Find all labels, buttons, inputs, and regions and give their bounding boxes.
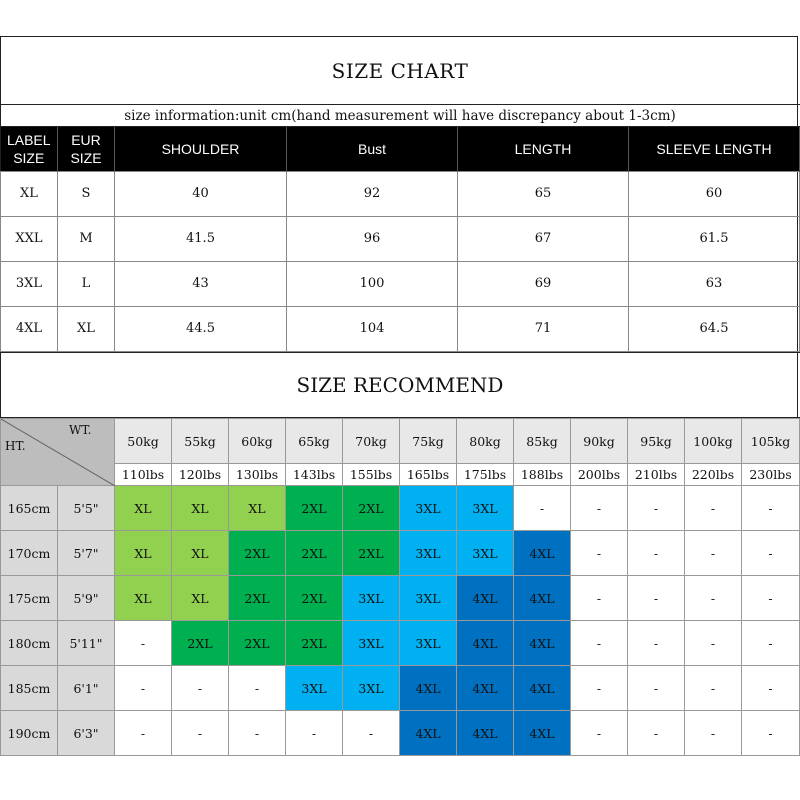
height-row xyxy=(1,711,800,756)
recommended-size-cell: 3XL xyxy=(457,486,514,531)
recommended-size-cell: XL xyxy=(115,531,172,576)
recommended-size-cell: 4XL xyxy=(514,711,571,756)
weight-lbs-cell: 188lbs xyxy=(514,464,571,486)
recommended-size-cell: 4XL xyxy=(400,711,457,756)
weight-kg-row xyxy=(1,419,800,464)
header-bust: Bust xyxy=(287,127,458,171)
recommended-size-cell: - xyxy=(742,531,800,576)
recommended-size-cell: 2XL xyxy=(286,576,343,621)
recommended-size-cell: - xyxy=(742,711,800,756)
size-chart-table xyxy=(0,127,800,352)
size-chart-cell: 44.5 xyxy=(115,306,287,351)
size-chart-header-row xyxy=(1,127,800,171)
size-chart-cell: 64.5 xyxy=(629,306,800,351)
recommended-size-cell: 2XL xyxy=(229,576,286,621)
recommended-size-cell: 4XL xyxy=(514,621,571,666)
height-row xyxy=(1,666,800,711)
recommended-size-cell: 2XL xyxy=(229,621,286,666)
recommended-size-cell: 2XL xyxy=(286,531,343,576)
recommended-size-cell: 3XL xyxy=(400,576,457,621)
size-chart-cell: 43 xyxy=(115,261,287,306)
weight-axis-label: WT. xyxy=(69,423,92,437)
size-chart-cell: 69 xyxy=(458,261,629,306)
size-chart-cell: 60 xyxy=(629,171,800,216)
recommended-size-cell: - xyxy=(685,666,742,711)
weight-kg-cell: 85kg xyxy=(514,419,571,464)
recommended-size-cell: 3XL xyxy=(457,531,514,576)
recommended-size-cell: - xyxy=(628,711,685,756)
height-row xyxy=(1,576,800,621)
recommended-size-cell: 2XL xyxy=(229,531,286,576)
recommended-size-cell: - xyxy=(571,486,628,531)
header-sleeve-length: SLEEVE LENGTH xyxy=(629,127,800,171)
recommended-size-cell: - xyxy=(115,711,172,756)
recommended-size-cell: 3XL xyxy=(343,576,400,621)
recommended-size-cell: - xyxy=(571,666,628,711)
recommended-size-cell: XL xyxy=(115,486,172,531)
size-chart-cell: 104 xyxy=(287,306,458,351)
size-chart-cell: 96 xyxy=(287,216,458,261)
recommended-size-cell: 2XL xyxy=(343,531,400,576)
recommended-size-cell: XL xyxy=(172,486,229,531)
recommended-size-cell: - xyxy=(742,486,800,531)
recommended-size-cell: 2XL xyxy=(172,621,229,666)
weight-kg-cell: 105kg xyxy=(742,419,800,464)
height-row xyxy=(1,621,800,666)
height-cm-cell: 165cm xyxy=(1,486,58,531)
recommended-size-cell: - xyxy=(628,531,685,576)
size-chart-cell: M xyxy=(58,216,115,261)
header-shoulder: SHOULDER xyxy=(115,127,287,171)
recommended-size-cell: 4XL xyxy=(457,621,514,666)
size-chart-row xyxy=(1,171,800,216)
recommended-size-cell: 4XL xyxy=(457,576,514,621)
height-cm-cell: 170cm xyxy=(1,531,58,576)
recommended-size-cell: - xyxy=(685,486,742,531)
weight-kg-cell: 95kg xyxy=(628,419,685,464)
size-recommend-table xyxy=(0,418,800,756)
recommended-size-cell: 2XL xyxy=(343,486,400,531)
recommended-size-cell: 3XL xyxy=(400,486,457,531)
height-ft-cell: 5'11" xyxy=(58,621,115,666)
recommended-size-cell: 2XL xyxy=(286,486,343,531)
recommended-size-cell: - xyxy=(742,621,800,666)
size-chart-row xyxy=(1,216,800,261)
recommended-size-cell: - xyxy=(172,666,229,711)
weight-lbs-cell: 143lbs xyxy=(286,464,343,486)
size-chart-cell: 65 xyxy=(458,171,629,216)
recommended-size-cell: 4XL xyxy=(457,711,514,756)
recommended-size-cell: - xyxy=(229,666,286,711)
recommended-size-cell: 3XL xyxy=(286,666,343,711)
size-chart-cell: L xyxy=(58,261,115,306)
recommended-size-cell: - xyxy=(172,711,229,756)
weight-kg-cell: 75kg xyxy=(400,419,457,464)
recommended-size-cell: - xyxy=(685,576,742,621)
recommended-size-cell: XL xyxy=(172,576,229,621)
recommended-size-cell: 4XL xyxy=(400,666,457,711)
weight-lbs-cell: 155lbs xyxy=(343,464,400,486)
recommended-size-cell: - xyxy=(343,711,400,756)
recommended-size-cell: - xyxy=(286,711,343,756)
height-row xyxy=(1,486,800,531)
recommended-size-cell: 4XL xyxy=(514,531,571,576)
size-chart-cell: 4XL xyxy=(1,306,58,351)
recommended-size-cell: - xyxy=(571,711,628,756)
size-recommend-title: SIZE RECOMMEND xyxy=(0,352,800,418)
recommended-size-cell: - xyxy=(742,666,800,711)
recommended-size-cell: - xyxy=(571,531,628,576)
size-chart-cell: 67 xyxy=(458,216,629,261)
recommended-size-cell: 3XL xyxy=(343,666,400,711)
recommended-size-cell: 3XL xyxy=(343,621,400,666)
size-chart-title: SIZE CHART xyxy=(0,37,800,105)
weight-kg-cell: 60kg xyxy=(229,419,286,464)
recommended-size-cell: 4XL xyxy=(457,666,514,711)
recommended-size-cell: 3XL xyxy=(400,621,457,666)
recommended-size-cell: 4XL xyxy=(514,576,571,621)
header-label-size: LABEL SIZE xyxy=(1,127,58,171)
size-chart-cell: 41.5 xyxy=(115,216,287,261)
weight-lbs-cell: 220lbs xyxy=(685,464,742,486)
recommended-size-cell: XL xyxy=(172,531,229,576)
size-chart-row xyxy=(1,306,800,351)
recommended-size-cell: - xyxy=(628,621,685,666)
height-ft-cell: 6'3" xyxy=(58,711,115,756)
weight-kg-cell: 70kg xyxy=(343,419,400,464)
height-cm-cell: 180cm xyxy=(1,621,58,666)
size-chart-cell: XL xyxy=(58,306,115,351)
recommended-size-cell: - xyxy=(685,711,742,756)
height-cm-cell: 175cm xyxy=(1,576,58,621)
recommended-size-cell: - xyxy=(628,486,685,531)
size-chart-cell: 40 xyxy=(115,171,287,216)
recommended-size-cell: - xyxy=(115,621,172,666)
height-axis-label: HT. xyxy=(5,439,26,453)
weight-kg-cell: 100kg xyxy=(685,419,742,464)
recommended-size-cell: 4XL xyxy=(514,666,571,711)
height-ft-cell: 5'9" xyxy=(58,576,115,621)
size-chart-cell: 3XL xyxy=(1,261,58,306)
size-chart-cell: 71 xyxy=(458,306,629,351)
recommended-size-cell: - xyxy=(115,666,172,711)
size-chart-cell: XXL xyxy=(1,216,58,261)
height-row xyxy=(1,531,800,576)
recommended-size-cell: - xyxy=(514,486,571,531)
weight-kg-cell: 50kg xyxy=(115,419,172,464)
weight-lbs-cell: 230lbs xyxy=(742,464,800,486)
recommended-size-cell: 3XL xyxy=(400,531,457,576)
height-ft-cell: 6'1" xyxy=(58,666,115,711)
recommended-size-cell: - xyxy=(685,621,742,666)
weight-lbs-cell: 210lbs xyxy=(628,464,685,486)
height-ft-cell: 5'7" xyxy=(58,531,115,576)
recommended-size-cell: - xyxy=(571,621,628,666)
height-ft-cell: 5'5" xyxy=(58,486,115,531)
weight-lbs-cell: 165lbs xyxy=(400,464,457,486)
weight-lbs-cell: 130lbs xyxy=(229,464,286,486)
recommended-size-cell: XL xyxy=(115,576,172,621)
weight-kg-cell: 80kg xyxy=(457,419,514,464)
weight-kg-cell: 65kg xyxy=(286,419,343,464)
recommended-size-cell: 2XL xyxy=(286,621,343,666)
weight-lbs-cell: 175lbs xyxy=(457,464,514,486)
size-chart-cell: 92 xyxy=(287,171,458,216)
corner-cell xyxy=(1,419,115,486)
recommended-size-cell: - xyxy=(628,576,685,621)
weight-kg-cell: 90kg xyxy=(571,419,628,464)
height-cm-cell: 190cm xyxy=(1,711,58,756)
size-chart-cell: 63 xyxy=(629,261,800,306)
weight-lbs-cell: 200lbs xyxy=(571,464,628,486)
recommended-size-cell: - xyxy=(742,576,800,621)
measurement-note: size information:unit cm(hand measurement will have discrepancy about 1-3cm) xyxy=(0,105,800,127)
recommended-size-cell: - xyxy=(628,666,685,711)
header-eur-size: EUR SIZE xyxy=(58,127,115,171)
size-chart-cell: S xyxy=(58,171,115,216)
recommended-size-cell: - xyxy=(685,531,742,576)
recommended-size-cell: - xyxy=(571,576,628,621)
size-chart-row xyxy=(1,261,800,306)
weight-lbs-cell: 110lbs xyxy=(115,464,172,486)
weight-lbs-cell: 120lbs xyxy=(172,464,229,486)
size-chart-cell: 100 xyxy=(287,261,458,306)
size-chart-cell: XL xyxy=(1,171,58,216)
recommended-size-cell: XL xyxy=(229,486,286,531)
size-chart-cell: 61.5 xyxy=(629,216,800,261)
header-length: LENGTH xyxy=(458,127,629,171)
weight-lbs-row xyxy=(1,464,800,486)
height-cm-cell: 185cm xyxy=(1,666,58,711)
recommended-size-cell: - xyxy=(229,711,286,756)
weight-kg-cell: 55kg xyxy=(172,419,229,464)
